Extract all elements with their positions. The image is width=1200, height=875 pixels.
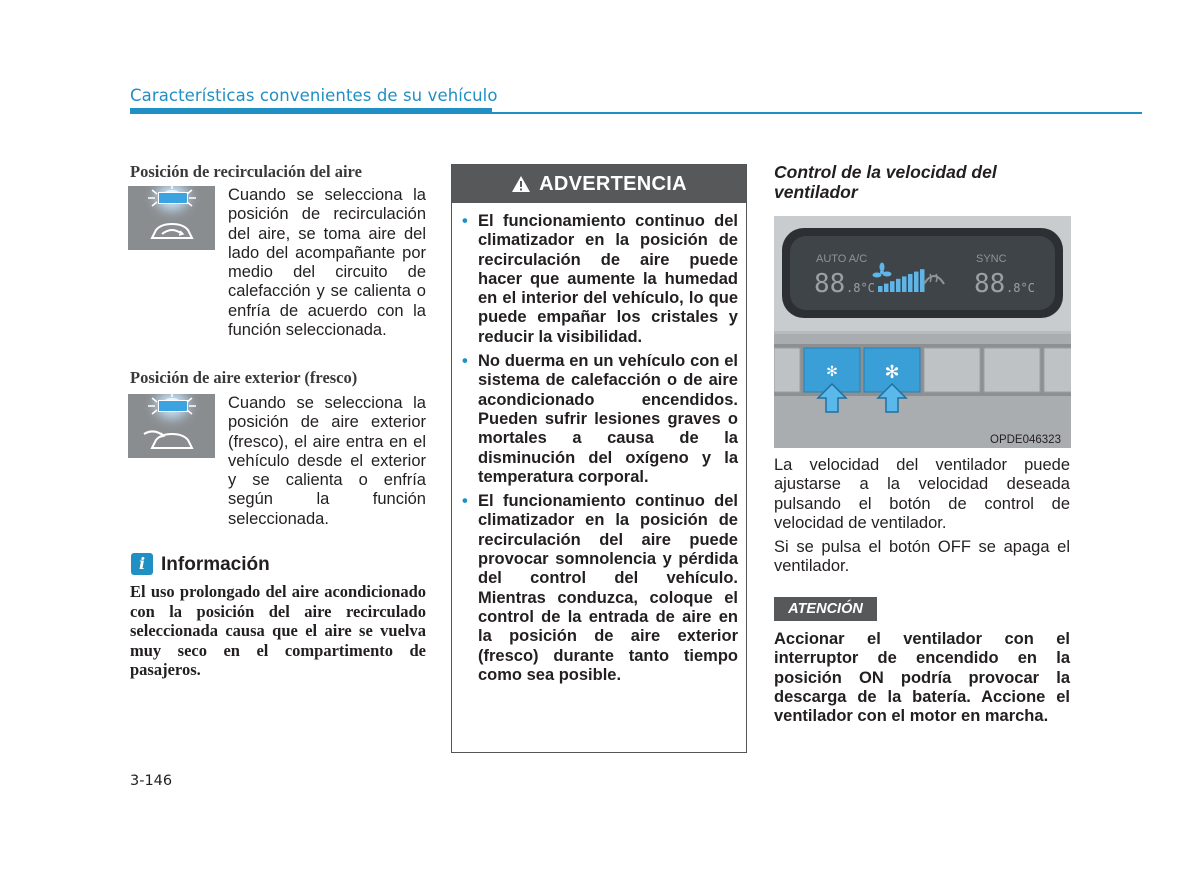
fan-level-bar bbox=[896, 279, 901, 292]
lcd-right-temp: 88 bbox=[974, 269, 1006, 299]
info-body: El uso prolongado del aire acondicionado con la posición del aire recirculado seleccionada causa que el aire se vuelva muy seco en el compartimento de pasajeros. bbox=[130, 582, 426, 679]
attention-badge: ATENCIÓN bbox=[774, 597, 877, 621]
warning-box bbox=[451, 164, 747, 753]
section-header-title: Características convenientes de su vehículo bbox=[130, 86, 498, 105]
panel-button[interactable] bbox=[1044, 348, 1071, 392]
fan-level-bar bbox=[902, 276, 907, 292]
bullet-icon: • bbox=[462, 212, 468, 230]
svg-text:✻: ✻ bbox=[826, 364, 838, 380]
svg-text:✻: ✻ bbox=[884, 362, 900, 383]
fan-level-bar bbox=[878, 286, 883, 292]
warning-item-text: El funcionamiento continuo del climatizador en la posición de recirculación de aire puede hacer que aumente la humedad en el interior del vehículo, lo que puede empañar los cristales y reducir la visibilidad. bbox=[478, 212, 738, 346]
warning-item bbox=[462, 352, 738, 487]
panel-button[interactable] bbox=[924, 348, 980, 392]
lcd-right-unit: .8°C bbox=[1006, 281, 1035, 295]
recirc-description: Cuando se selecciona la posición de recirculación del aire, se toma aire del lado del acompañante por medio del circuito de calefacción y se calienta o enfría de acuerdo con la función seleccionada. bbox=[228, 186, 426, 340]
page-number: 3-146 bbox=[130, 773, 173, 789]
fan-speed-paragraph: La velocidad del ventilador puede ajustarse a la velocidad deseada pulsando el botón de control de velocidad de ventilador. bbox=[774, 456, 1070, 532]
warning-list bbox=[452, 203, 746, 685]
fan-off-paragraph: Si se pulsa el botón OFF se apaga el ventilador. bbox=[774, 538, 1070, 576]
climate-panel-figure bbox=[774, 216, 1071, 448]
bullet-icon: • bbox=[462, 352, 468, 371]
bullet-icon: • bbox=[462, 492, 468, 511]
warning-item bbox=[462, 492, 738, 685]
panel-button[interactable] bbox=[774, 348, 800, 392]
fresh-air-button-image bbox=[128, 394, 215, 458]
fresh-description: Cuando se selecciona la posición de aire exterior (fresco), el aire entra en el vehículo desde el exterior y se calienta o enfría según la función seleccionada. bbox=[228, 394, 426, 528]
recirc-heading: Posición de recirculación del aire bbox=[130, 162, 362, 181]
warning-item-text: No duerma en un vehículo con el sistema de calefacción o de aire acondicionado encendidos. Pueden sufrir lesiones graves o mortales a causa de la disminución del oxígeno y la temperatura corporal. bbox=[478, 352, 738, 486]
figure-code: OPDE046323 bbox=[990, 434, 1061, 446]
warning-title: ADVERTENCIA bbox=[539, 172, 687, 195]
lcd-left-label: AUTO A/C bbox=[816, 253, 868, 265]
info-icon: i bbox=[131, 553, 153, 575]
fresh-heading: Posición de aire exterior (fresco) bbox=[130, 368, 358, 387]
warning-item bbox=[462, 212, 738, 347]
warning-header bbox=[452, 165, 746, 203]
attention-text: Accionar el ventilador con el interruptor de encendido en la posición ON podría provocar la descarga de la batería. Accione el ventilador con el motor en marcha. bbox=[774, 630, 1070, 726]
fan-level-bar bbox=[920, 269, 925, 292]
fan-level-bar bbox=[914, 272, 919, 292]
info-title: Información bbox=[161, 554, 270, 575]
panel-button[interactable] bbox=[984, 348, 1040, 392]
header-accent-bar bbox=[130, 108, 492, 114]
lcd-left-temp: 88 bbox=[814, 269, 846, 299]
fan-level-bar bbox=[884, 284, 889, 292]
climate-panel-illustration bbox=[774, 216, 1071, 448]
lcd-right-label: SYNC bbox=[976, 253, 1007, 265]
fan-speed-title: Control de la velocidad del ventilador bbox=[774, 162, 997, 202]
recirc-button-image bbox=[128, 186, 215, 250]
warning-item-text: El funcionamiento continuo del climatizador en la posición de recirculación del aire puede provocar somnolencia y pérdida del control del vehículo. Mientras conduzca, coloque el control de la entrada de aire en la posición de aire exterior (fresco) durante tanto tiempo como sea posible. bbox=[478, 492, 738, 684]
warning-triangle-icon bbox=[511, 175, 531, 193]
fan-level-bar bbox=[890, 281, 895, 292]
fan-level-bar bbox=[908, 274, 913, 292]
lcd-left-unit: .8°C bbox=[846, 281, 875, 295]
